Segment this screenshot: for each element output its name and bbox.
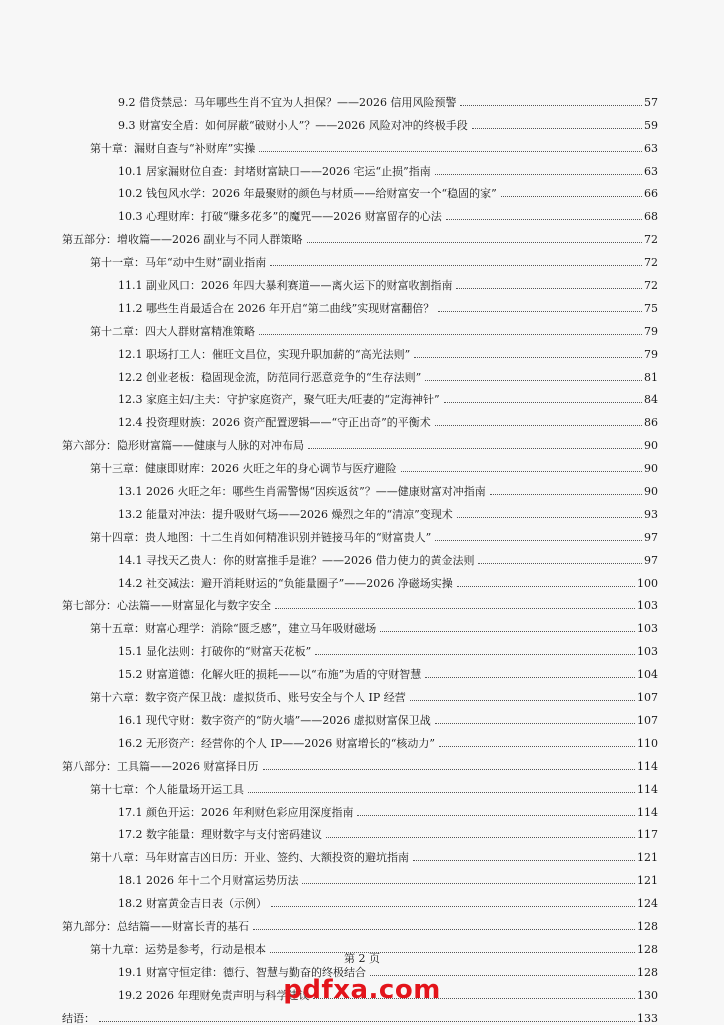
toc-section-entry: [62, 292, 658, 315]
toc-entry-page: 128: [637, 965, 658, 979]
toc-entry-page: 114: [637, 782, 658, 796]
page-number: 第 2 页: [344, 952, 380, 965]
dot-leader: [99, 1020, 635, 1022]
toc-entry-page: 75: [644, 301, 658, 315]
toc-entry-title: 13.2 能量对冲法：提升吸财气场——2026 燥烈之年的“清凉”变现术: [118, 507, 453, 521]
toc-entry-page: 104: [637, 668, 658, 682]
toc-part-entry: [62, 750, 658, 773]
toc-entry-page: 59: [644, 118, 658, 132]
toc-entry-title: 19.2 2026 年理财免责声明与科学建议: [118, 988, 310, 1002]
toc-entry-title: 11.1 副业风口：2026 年四大暴利赛道——离火运下的财富收割指南: [118, 279, 453, 293]
toc-chapter-entry: [62, 315, 658, 338]
toc-chapter-entry: [62, 246, 658, 269]
toc-section-entry: [62, 475, 658, 498]
dot-leader: [501, 195, 642, 197]
toc-entry-title: 第十七章：个人能量场开运工具: [90, 782, 244, 796]
toc-chapter-entry: [62, 612, 658, 635]
toc-entry-page: 97: [644, 553, 658, 567]
toc-entry-title: 第十一章：马年“动中生财”副业指南: [90, 256, 267, 270]
toc-entry-page: 110: [637, 736, 658, 750]
toc-entry-page: 117: [637, 828, 658, 842]
toc-entry-page: 114: [637, 805, 658, 819]
toc-entry-page: 72: [644, 279, 658, 293]
dot-leader: [444, 401, 642, 403]
toc-entry-title: 第十八章：马年财富吉凶日历：开业、签约、大额投资的避坑指南: [90, 851, 409, 865]
toc-entry-title: 15.1 显化法则：打破你的“财富天花板”: [118, 645, 312, 659]
dot-leader: [307, 241, 643, 243]
toc-entry-page: 90: [644, 462, 658, 476]
dot-leader: [478, 562, 642, 564]
toc-section-entry: [62, 155, 658, 178]
toc-section-entry: [62, 864, 658, 887]
toc-chapter-entry: [62, 681, 658, 704]
toc-section-entry: [62, 361, 658, 384]
toc-entry-title: 第九部分：总结篇——财富长青的基石: [62, 919, 249, 933]
dot-leader: [456, 287, 642, 289]
dot-leader: [457, 516, 642, 518]
dot-leader: [438, 310, 642, 312]
toc-entry-page: 63: [644, 164, 658, 178]
dot-leader: [457, 585, 635, 587]
dot-leader: [425, 379, 642, 381]
toc-entry-page: 68: [644, 210, 658, 224]
toc-section-entry: [62, 704, 658, 727]
toc-entry-title: 9.2 借贷禁忌：马年哪些生肖不宜为人担保？——2026 信用风险预警: [118, 95, 457, 109]
toc-entry-page: 121: [637, 851, 658, 865]
dot-leader: [472, 127, 642, 129]
toc-entry-title: 13.1 2026 火旺之年：哪些生肖需警惕“因疾返贫”？——健康财富对冲指南: [118, 485, 486, 499]
table-of-contents: [62, 86, 658, 1025]
toc-section-entry: [62, 200, 658, 223]
toc-entry-page: 124: [637, 897, 658, 911]
toc-entry-page: 128: [637, 942, 658, 956]
toc-entry-title: 第五部分：增收篇——2026 副业与不同人群策略: [62, 233, 303, 247]
toc-entry-page: 103: [637, 599, 658, 613]
toc-entry-title: 14.1 寻找天乙贵人：你的财富推手是谁？——2026 借力使力的黄金法则: [118, 553, 475, 567]
dot-leader: [410, 699, 635, 701]
toc-entry-page: 103: [637, 622, 658, 636]
dot-leader: [315, 653, 635, 655]
toc-section-entry: [62, 86, 658, 109]
toc-section-entry: [62, 658, 658, 681]
toc-entry-page: 57: [644, 95, 658, 109]
dot-leader: [248, 791, 635, 793]
toc-section-entry: [62, 567, 658, 590]
dot-leader: [380, 630, 635, 632]
dot-leader: [490, 493, 642, 495]
toc-entry-page: 86: [644, 416, 658, 430]
toc-section-entry: [62, 727, 658, 750]
toc-entry-title: 12.2 创业老板：稳固现金流，防范同行恶意竞争的“生存法则”: [118, 370, 422, 384]
dot-leader: [271, 905, 635, 907]
dot-leader: [259, 150, 642, 152]
dot-leader: [259, 333, 642, 335]
dot-leader: [326, 836, 635, 838]
toc-entry-title: 第十三章：健康即财库：2026 火旺之年的身心调节与医疗避险: [90, 462, 397, 476]
toc-entry-title: 10.2 钱包风水学：2026 年最聚财的颜色与材质——给财富安一个“稳固的家”: [118, 187, 497, 201]
toc-section-entry: [62, 796, 658, 819]
toc-entry-title: 第八部分：工具篇——2026 财富择日历: [62, 759, 259, 773]
toc-entry-page: 130: [637, 988, 658, 1002]
toc-entry-title: 18.2 财富黄金吉日表（示例）: [118, 897, 267, 911]
toc-entry-title: 第十章：漏财自查与“补财库”实操: [90, 141, 256, 155]
toc-entry-page: 114: [637, 759, 658, 773]
toc-entry-title: 18.1 2026 年十二个月财富运势历法: [118, 874, 299, 888]
dot-leader: [302, 882, 635, 884]
toc-entry-page: 107: [637, 713, 658, 727]
toc-entry-title: 第七部分：心法篇——财富显化与数字安全: [62, 599, 271, 613]
toc-section-entry: [62, 498, 658, 521]
toc-entry-page: 79: [644, 324, 658, 338]
site-watermark: pdfxa.com: [283, 975, 441, 1005]
toc-entry-title: 16.1 现代守财：数字资产的“防火墙”——2026 虚拟财富保卫战: [118, 713, 431, 727]
toc-section-entry: [62, 178, 658, 201]
dot-leader: [439, 745, 635, 747]
toc-chapter-entry: [62, 841, 658, 864]
dot-leader: [425, 676, 635, 678]
toc-entry-page: 66: [644, 187, 658, 201]
toc-entry-page: 103: [637, 645, 658, 659]
dot-leader: [357, 814, 635, 816]
toc-entry-page: 128: [637, 919, 658, 933]
dot-leader: [435, 539, 642, 541]
dot-leader: [414, 356, 642, 358]
toc-entry-title: 16.2 无形资产：经营你的个人 IP——2026 财富增长的“核动力”: [118, 736, 435, 750]
toc-entry-title: 第十二章：四大人群财富精准策略: [90, 324, 255, 338]
toc-entry-page: 97: [644, 530, 658, 544]
toc-entry-title: 12.1 职场打工人：催旺文昌位，实现升职加薪的“高光法则”: [118, 347, 411, 361]
toc-entry-title: 第十九章：运势是参考，行动是根本: [90, 942, 266, 956]
toc-entry-page: 100: [637, 576, 658, 590]
toc-entry-title: 15.2 财富道德：化解火旺的损耗——以“布施”为盾的守财智慧: [118, 668, 422, 682]
toc-chapter-entry: [62, 521, 658, 544]
dot-leader: [446, 218, 642, 220]
toc-section-entry: [62, 269, 658, 292]
toc-section-entry: [62, 544, 658, 567]
toc-chapter-entry: [62, 773, 658, 796]
toc-section-entry: [62, 109, 658, 132]
toc-entry-title: 10.1 居家漏财位自查：封堵财富缺口——2026 宅运“止损”指南: [118, 164, 431, 178]
dot-leader: [435, 173, 642, 175]
toc-part-entry: [62, 590, 658, 613]
toc-entry-title: 11.2 哪些生肖最适合在 2026 年开启“第二曲线”实现财富翻倍？: [118, 301, 435, 315]
toc-entry-page: 93: [644, 507, 658, 521]
dot-leader: [435, 424, 642, 426]
toc-entry-page: 133: [637, 1011, 658, 1025]
dot-leader: [435, 722, 635, 724]
toc-part-entry: [62, 223, 658, 246]
toc-entry-title: 9.3 财富安全盾：如何屏蔽“破财小人”？——2026 风险对冲的终极手段: [118, 118, 468, 132]
toc-part-entry: [62, 1002, 658, 1025]
toc-part-entry: [62, 910, 658, 933]
toc-entry-page: 81: [644, 370, 658, 384]
toc-entry-title: 12.3 家庭主妇/主夫：守护家庭资产，聚气旺夫/旺妻的“定海神针”: [118, 393, 440, 407]
toc-entry-title: 第十五章：财富心理学：消除“匮乏感”，建立马年吸财磁场: [90, 622, 377, 636]
toc-section-entry: [62, 635, 658, 658]
dot-leader: [270, 264, 642, 266]
toc-part-entry: [62, 429, 658, 452]
toc-entry-page: 90: [644, 439, 658, 453]
dot-leader: [460, 104, 642, 106]
toc-entry-page: 90: [644, 485, 658, 499]
toc-entry-title: 第十四章：贵人地图：十二生肖如何精准识别并链接马年的“财富贵人”: [90, 530, 432, 544]
toc-entry-page: 72: [644, 256, 658, 270]
toc-entry-page: 79: [644, 347, 658, 361]
dot-leader: [275, 607, 635, 609]
toc-section-entry: [62, 819, 658, 842]
dot-leader: [413, 859, 635, 861]
toc-entry-page: 63: [644, 141, 658, 155]
toc-section-entry: [62, 887, 658, 910]
dot-leader: [308, 447, 642, 449]
toc-entry-title: 12.4 投资理财族：2026 资产配置逻辑——“守正出奇”的平衡术: [118, 416, 431, 430]
toc-entry-page: 84: [644, 393, 658, 407]
toc-entry-page: 121: [637, 874, 658, 888]
dot-leader: [401, 470, 643, 472]
toc-entry-title: 第十六章：数字资产保卫战：虚拟货币、账号安全与个人 IP 经营: [90, 691, 406, 705]
toc-entry-title: 17.1 颜色开运：2026 年利财色彩应用深度指南: [118, 805, 354, 819]
toc-section-entry: [62, 384, 658, 407]
toc-entry-title: 17.2 数字能量：理财数字与支付密码建议: [118, 828, 322, 842]
toc-chapter-entry: [62, 132, 658, 155]
toc-entry-title: 10.3 心理财库：打破“赚多花多”的魔咒——2026 财富留存的心法: [118, 210, 442, 224]
toc-entry-title: 19.1 财富守恒定律：德行、智慧与勤奋的终极结合: [118, 965, 366, 979]
dot-leader: [263, 768, 636, 770]
toc-entry-page: 72: [644, 233, 658, 247]
dot-leader: [253, 928, 635, 930]
toc-entry-title: 14.2 社交减法：避开消耗财运的“负能量圈子”——2026 净磁场实操: [118, 576, 453, 590]
toc-entry-title: 结语：: [62, 1011, 95, 1025]
toc-section-entry: [62, 406, 658, 429]
toc-entry-title: 第六部分：隐形财富篇——健康与人脉的对冲布局: [62, 439, 304, 453]
toc-chapter-entry: [62, 452, 658, 475]
toc-entry-page: 107: [637, 691, 658, 705]
toc-section-entry: [62, 338, 658, 361]
